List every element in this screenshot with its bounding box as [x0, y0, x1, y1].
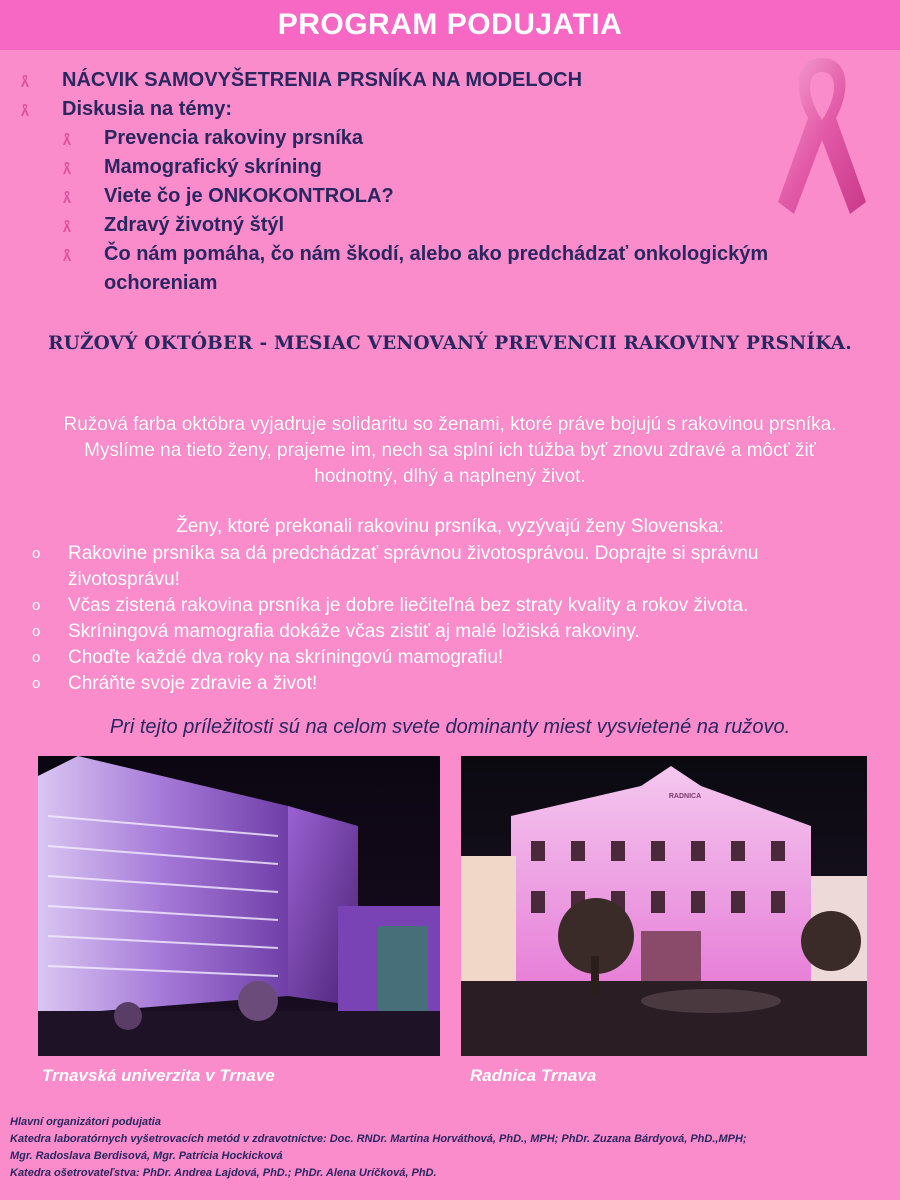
program-list: [20, 66, 810, 298]
program-item-label: NÁCVIK SAMOVYŠETRENIA PRSNÍKA NA MODELOCH: [62, 69, 583, 91]
appeal-item-text: Choďte každé dva roky na skríningovú mamografiu!: [68, 647, 504, 668]
appeal-item-text: Chráňte svoje zdravie a život!: [68, 673, 318, 694]
appeal-list-item: [30, 541, 850, 593]
page-title: PROGRAM PODUJATIA: [277, 8, 623, 41]
program-subitem-label: Zdravý životný štýl: [104, 214, 285, 236]
appeal-list-item: [30, 671, 850, 697]
program-subitem: [20, 240, 810, 298]
organizers-footer: [10, 1114, 890, 1182]
footer-line: Hlavní organizátori podujatia: [10, 1116, 161, 1128]
appeal-list-item: [30, 593, 850, 619]
circle-bullet-icon: o: [32, 649, 41, 666]
appeal-list: [30, 541, 850, 697]
program-item-label: Diskusia na témy:: [62, 98, 233, 120]
solidarity-paragraph: Ružová farba októbra vyjadruje solidaritu so ženami, ktoré práve bojujú s rakovinou prsníka. Myslíme na tieto ženy, prajeme im, nech sa splní ich túžba byť znovu zdravé a môcť žiť hodnotný, dlhý a naplnený život.: [63, 414, 837, 487]
program-item: [20, 66, 810, 95]
header-bar: [0, 0, 900, 50]
program-subitem-label: Mamografický skríning: [104, 156, 322, 178]
ribbon-bullet-icon: [62, 182, 82, 211]
program-subitem-label: Čo nám pomáha, čo nám škodí, alebo ako predchádzať onkologickým ochoreniam: [104, 243, 769, 294]
university-photo: [38, 756, 440, 1056]
appeal-list-item: [30, 619, 850, 645]
ribbon-bullet-icon: [20, 95, 40, 124]
footer-line: Katedra ošetrovateľstva: PhDr. Andrea Lajdová, PhD.; PhDr. Alena Uríčková, PhD.: [10, 1167, 437, 1179]
photo-caption: Radnica Trnava: [470, 1066, 597, 1085]
appeal-list-item: [30, 645, 850, 671]
appeal-item-text: Včas zistená rakovina prsníka je dobre liečiteľná bez straty kvality a rokov života.: [68, 595, 749, 616]
circle-bullet-icon: o: [32, 623, 41, 640]
ribbon-bullet-icon: [20, 66, 40, 95]
ribbon-bullet-icon: [62, 211, 82, 240]
appeal-item-text: Skríningová mamografia dokáže včas zistiť aj malé ložiská rakoviny.: [68, 621, 640, 642]
footer-line: Katedra laboratórnych vyšetrovacích metód v zdravotníctve: Doc. RNDr. Martina Horváthová, PhD., MPH; PhDr. Zuzana Bárdyová, PhD.,MPH;: [10, 1133, 747, 1145]
program-item: [20, 95, 810, 124]
ribbon-bullet-icon: [62, 153, 82, 182]
appeal-item-text: Rakovine prsníka sa dá predchádzať správnou životosprávou. Doprajte si správnu životosprávu!: [68, 543, 759, 590]
program-subitem: [20, 153, 810, 182]
town-hall-photo: [461, 756, 867, 1056]
footer-line: Mgr. Radoslava Berdisová, Mgr. Patrícia Hockicková: [10, 1150, 283, 1162]
program-subitem-label: Viete čo je ONKOKONTROLA?: [104, 185, 394, 207]
circle-bullet-icon: o: [32, 675, 41, 692]
ribbon-bullet-icon: [62, 240, 82, 269]
circle-bullet-icon: o: [32, 545, 41, 562]
photo-caption: Trnavská univerzita v Trnave: [42, 1066, 275, 1085]
program-subitem: [20, 182, 810, 211]
ribbon-bullet-icon: [62, 124, 82, 153]
circle-bullet-icon: o: [32, 597, 41, 614]
program-subitem-label: Prevencia rakoviny prsníka: [104, 127, 364, 149]
headline: RUŽOVÝ OKTÓBER - MESIAC VENOVANÝ PREVENCII RAKOVINY PRSNÍKA.: [48, 333, 852, 354]
appeal-intro: Ženy, ktoré prekonali rakovinu prsníka, vyzývajú ženy Slovenska:: [176, 516, 724, 537]
program-subitem: [20, 211, 810, 240]
program-subitem: [20, 124, 810, 153]
illumination-note: Pri tejto príležitosti sú na celom svete dominanty miest vysvietené na ružovo.: [109, 716, 791, 738]
radnica-sign: RADNICA: [668, 793, 702, 800]
